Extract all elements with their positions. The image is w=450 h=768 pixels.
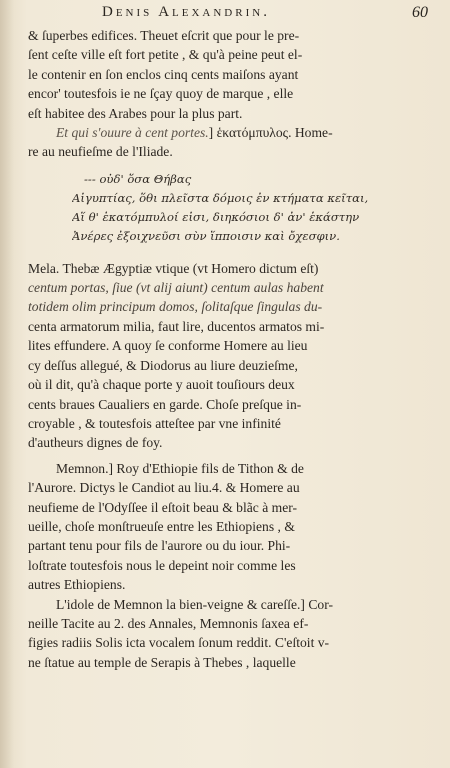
text-line: neufieme de l'Odyſſee il eſtoit beau & blãc à mer- <box>28 499 298 515</box>
text-line: où il dit, qu'à chaque porte y auoit touſiours deux <box>28 377 295 393</box>
text-line: figies radiis Solis icta vocalem ſonum reddit. C'eſtoit v- <box>28 635 330 651</box>
text-line: Mela. Thebæ Ægyptiæ vtique (vt Homero dictum eſt) <box>28 260 319 276</box>
text-line: d'autheurs dignes de foy. <box>28 435 163 451</box>
text-line: cents braues Caualiers en garde. Choſe preſque in- <box>28 396 302 412</box>
text-line: re au neufieſme de l'Iliade. <box>28 144 173 160</box>
text-line: croyable , & toutesfois atteſtee par vne infinité <box>28 415 281 431</box>
paragraph-4 <box>28 459 430 595</box>
text-line: l'Aurore. Dictys le Candiot au liu.4. & Homere au <box>28 480 300 496</box>
paragraph-5 <box>28 595 430 673</box>
text-line: Memnon.] Roy d'Ethiopie fils de Tithon & de <box>56 460 304 476</box>
text-line: eſt habitee des Arabes pour la plus part. <box>28 105 243 121</box>
greek-quotation <box>28 170 430 247</box>
text-line: autres Ethiopiens. <box>28 577 126 593</box>
page-gutter-shadow <box>0 0 14 768</box>
text-line: cy deſſus allegué, & Diodorus au liure deuzieſme, <box>28 357 298 373</box>
text-line: le contenir en ſon enclos cinq cents maiſons ayant <box>28 66 299 82</box>
text-line: L'idole de Memnon la bien-veigne & careſſe.] Cor- <box>56 596 333 612</box>
body-text <box>28 26 430 672</box>
page-number: 60 <box>412 4 428 21</box>
text-line: ueille, choſe monſtrueuſe entre les Ethiopiens , & <box>28 518 295 534</box>
verse-line: Αἰγυπτίας, ὅθι πλεῖστα δόμοις ἐν κτήματα κεῖται, <box>72 191 369 206</box>
lemma-text: Et qui s'ouure à cent portes. <box>56 125 209 141</box>
text-line: loſtrate toutesfois nous le depeint noir comme les <box>28 557 296 573</box>
paragraph-3 <box>28 259 430 453</box>
text-line: ſent ceſte ville eſt fort petite , & qu'à peine peut el- <box>28 47 303 63</box>
text-line-rest: ] ἑκατόμπυλος. Home- <box>208 125 333 141</box>
text-line: ne ſtatue au temple de Serapis à Thebes , laquelle <box>28 654 296 670</box>
text-line: neille Tacite au 2. des Annales, Memnonis ſaxea ef- <box>28 615 309 631</box>
text-line: totidem olim principum domos, ſolitaſque ſingulas du- <box>28 299 323 315</box>
text-line: partant tenu pour fils de l'aurore ou du iour. Phi- <box>28 538 291 554</box>
page-header <box>102 4 434 28</box>
verse-line: --- οὐδ' ὅσα Θήβας <box>84 171 192 186</box>
text-line: & ſuperbes edifices. Theuet eſcrit que pour le pre- <box>28 28 300 43</box>
text-line: centum portas, ſiue (vt alij aiunt) centum aulas habent <box>28 280 324 296</box>
verse-line: Ἀνέρες ἐξοιχνεῦσι σὺν ἵπποισιν καὶ ὄχεσφιν. <box>72 229 340 244</box>
running-head: Denis Alexandrin. <box>102 4 270 20</box>
verse-line: Αἵ θ' ἑκατόμπυλοί εἰσι, διηκόσιοι δ' ἀν' ἑκάστην <box>72 210 360 225</box>
paragraph-1 <box>28 26 430 123</box>
text-line: lites effundere. A quoy ſe conforme Homere au lieu <box>28 338 308 354</box>
paragraph-2 <box>28 123 430 162</box>
text-line: encor' toutesfois ie ne ſçay quoy de marque , elle <box>28 86 294 102</box>
text-line: centa armatorum milia, faut lire, ducentos armatos mi- <box>28 318 325 334</box>
text-line <box>28 123 430 142</box>
